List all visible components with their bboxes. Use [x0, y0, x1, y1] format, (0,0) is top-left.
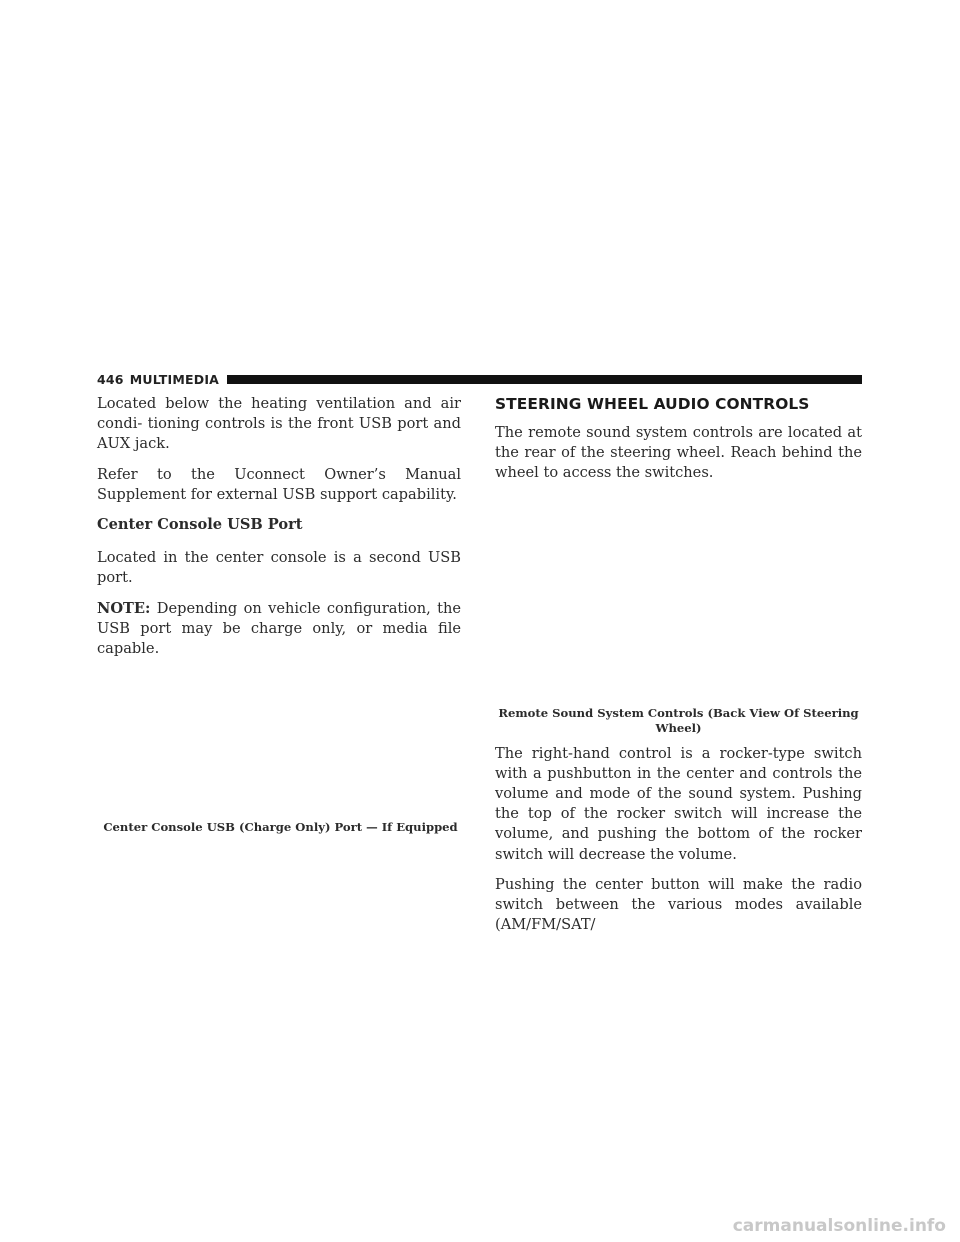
paragraph-second-usb: Located in the center console is a second USB port. — [97, 549, 461, 587]
figure-caption-usb-port: Center Console USB (Charge Only) Port — If Equipped — [103, 820, 458, 834]
subheading-center-console-usb: Center Console USB Port — [97, 516, 303, 534]
section-title: MULTIMEDIA — [129, 371, 220, 387]
note-text: Depending on vehicle configuration, the USB port may be charge only, or media file capable. — [97, 599, 461, 658]
header-rule — [227, 375, 862, 384]
paragraph-supplement-reference: Refer to the Uconnect Owner’s Manual Supplement for external USB support capability. — [97, 465, 461, 503]
figure-steering-wheel-controls — [495, 494, 862, 706]
left-column — [97, 394, 461, 669]
watermark-text: carmanualsonline.info — [732, 1216, 946, 1236]
right-column — [495, 394, 862, 945]
paragraph-remote-controls: The remote sound system controls are located at the rear of the steering wheel. Reach behind the wheel to access the switches. — [495, 424, 862, 482]
note-paragraph — [97, 599, 461, 660]
paragraph-usb-location: Located below the heating ventilation and air condi- tioning controls is the front USB port and AUX jack. — [97, 395, 461, 453]
figure-caption-steering-wheel: Remote Sound System Controls (Back View Of Steering Wheel) — [498, 705, 859, 735]
page-number: 446 — [97, 371, 124, 387]
paragraph-rocker-switch: The right-hand control is a rocker-type switch with a pushbutton in the center and controls the volume and mode of the sound system. Pushing the top of the rocker switch will increase the volume, and pushing the bottom of the rocker switch will decrease the volume. — [495, 744, 862, 863]
paragraph-center-button: Pushing the center button will make the radio switch between the various modes available (AM/FM/SAT/ — [495, 875, 862, 934]
section-heading: STEERING WHEEL AUDIO CONTROLS — [495, 395, 810, 413]
note-label: NOTE: — [97, 599, 151, 617]
page-header — [97, 371, 862, 387]
